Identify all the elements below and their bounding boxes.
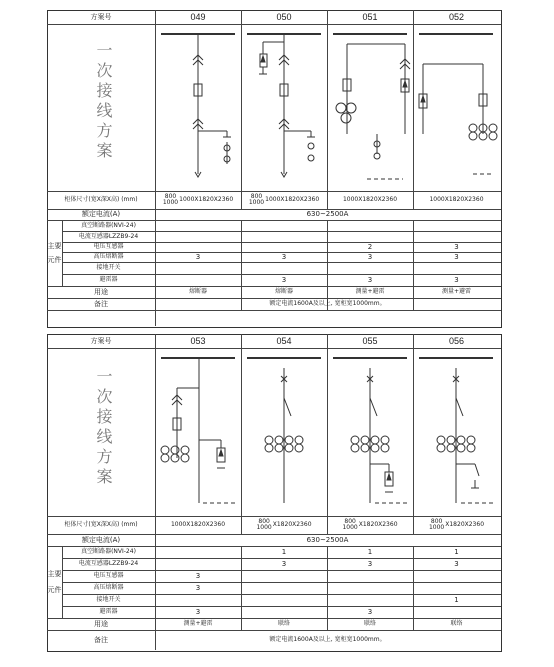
dims-frac-top: 800: [250, 193, 263, 200]
component-value: [327, 582, 413, 594]
usage-value: 熔断器: [188, 288, 207, 295]
scheme-number: 050: [276, 11, 292, 22]
component-value: [413, 582, 500, 594]
component-value: 3: [195, 252, 201, 261]
side-title: 一次接线方案: [94, 368, 113, 488]
dims-frac-bottom: 1000: [248, 199, 265, 206]
component-label: 接地开关: [96, 596, 121, 603]
note-label: 备注: [94, 299, 108, 308]
component-value: 3: [195, 571, 201, 580]
component-label: 真空断路器(NVI-24): [81, 548, 136, 555]
component-value: 1: [281, 547, 287, 556]
dims-value: X1820X2360: [445, 521, 485, 528]
dims-value: 1000X1820X2360: [170, 521, 226, 528]
component-value: 3: [195, 607, 201, 616]
component-value: [155, 262, 241, 274]
component-value: 3: [454, 252, 459, 261]
dims-value: X1820X2360: [272, 521, 312, 528]
component-value: [241, 594, 327, 606]
scheme-number: 054: [276, 335, 292, 346]
usage-value: 联络: [450, 620, 463, 627]
usage-value: 测量+避雷: [355, 288, 385, 295]
component-value: [155, 242, 241, 252]
divider: [47, 310, 501, 311]
dims-frac-bottom: 1000: [256, 524, 272, 531]
usage-value: 联络: [277, 620, 290, 627]
schematic-053: [155, 348, 241, 516]
schematic-054: [241, 348, 327, 516]
header-label: 方案号: [90, 336, 112, 345]
component-value: 3: [367, 559, 373, 568]
header-label: 方案号: [90, 12, 112, 21]
component-value: 3: [367, 607, 373, 616]
dims-cell: [413, 516, 500, 534]
dims-frac-bottom: 1000: [162, 199, 179, 206]
rated-current-value: 630~2500A: [306, 535, 349, 544]
component-value: [241, 220, 327, 231]
component-value: [241, 606, 327, 618]
usage-label: 用途: [94, 287, 108, 296]
dims-label: 柜体尺寸(宽X深X高) (mm): [64, 521, 138, 528]
dims-cell: [241, 191, 327, 209]
component-value: [241, 570, 327, 582]
component-value: [241, 262, 327, 274]
component-value: 3: [367, 252, 373, 261]
dims-value: X1820X2360: [358, 521, 398, 528]
scheme-number: 052: [448, 11, 465, 22]
component-label: 电流互感器LZZB9-24: [78, 560, 139, 567]
note-label: 备注: [94, 635, 108, 644]
component-label: 避雷器: [99, 608, 118, 615]
rated-current-label: 额定电流(A): [81, 210, 121, 218]
component-value: [155, 558, 241, 570]
dims-frac-bottom: 1000: [342, 524, 358, 531]
dims-value: 1000X1820X2360: [342, 196, 398, 203]
component-value: [327, 594, 413, 606]
component-value: [155, 594, 241, 606]
schematic-056: [413, 348, 500, 516]
dims-value: 1000X1820X2360: [265, 196, 320, 203]
component-value: [155, 546, 241, 558]
dims-frac-top: 800: [344, 518, 356, 525]
component-value: 3: [454, 242, 459, 251]
schematic-051: [327, 24, 413, 191]
component-value: [413, 570, 500, 582]
schematic-049: [155, 24, 241, 191]
component-label: 电压互感器: [93, 572, 124, 579]
side-title: 一次接线方案: [94, 42, 113, 162]
usage-label: 用途: [94, 619, 108, 628]
dims-label: 柜体尺寸(宽X深X高) (mm): [64, 196, 138, 203]
dims-frac-top: 800: [164, 193, 177, 200]
component-value: [241, 242, 327, 252]
schematic-050: [241, 24, 327, 191]
component-value: 3: [281, 559, 287, 568]
note-value: 额定电流1600A及以上, 宽柜宽1000mm。: [269, 636, 386, 643]
usage-value: 测量+避雷: [441, 288, 472, 295]
component-value: 3: [454, 559, 459, 568]
component-value: 1: [367, 547, 373, 556]
note-value: 额定电流1600A及以上, 宽柜宽1000mm。: [269, 300, 386, 307]
dims-cell: [155, 191, 241, 209]
dims-value: 1000X1820X2360: [429, 196, 484, 203]
component-value: [327, 262, 413, 274]
usage-value: 测量+避雷: [183, 620, 213, 627]
component-label: 避雷器: [99, 276, 118, 283]
component-value: [413, 231, 500, 242]
component-label: 电压互感器: [93, 243, 124, 250]
component-value: [155, 220, 241, 231]
rated-current-value: 630~2500A: [306, 210, 349, 218]
dims-frac-top: 800: [258, 518, 270, 525]
component-value: [413, 262, 500, 274]
schematic-052: [413, 24, 500, 191]
component-value: [241, 231, 327, 242]
scheme-number: 053: [190, 335, 206, 346]
component-value: [413, 606, 500, 618]
rated-current-label: 额定电流(A): [81, 535, 121, 544]
component-label: 高压熔断器: [93, 584, 124, 591]
usage-value: 熔断器: [274, 288, 293, 295]
component-value: 3: [281, 275, 287, 284]
component-label: 真空断路器(NVI-24): [81, 221, 136, 229]
dims-cell: [241, 516, 327, 534]
schematic-055: [327, 348, 413, 516]
scheme-number: 055: [362, 335, 378, 346]
component-value: [241, 582, 327, 594]
component-value: 3: [454, 275, 459, 284]
scheme-number: 051: [362, 11, 378, 22]
component-label: 高压熔断器: [93, 253, 124, 260]
component-label: 电流互感器LZZB9-24: [78, 232, 139, 240]
component-value: 3: [195, 583, 201, 592]
dims-frac-bottom: 1000: [428, 524, 445, 531]
component-label: 接地开关: [96, 264, 121, 271]
component-value: 1: [454, 595, 459, 604]
main-group-label: 主要元件: [47, 570, 62, 594]
component-value: 3: [367, 275, 373, 284]
component-value: 3: [281, 252, 287, 261]
main-group-label: 主要元件: [47, 242, 62, 264]
dims-value: 1000X1820X2360: [179, 196, 234, 203]
scheme-number: 056: [448, 335, 465, 346]
component-value: 1: [454, 547, 459, 556]
dims-cell: [327, 516, 413, 534]
component-value: [413, 220, 500, 231]
component-value: [155, 274, 241, 286]
scheme-number: 049: [190, 11, 206, 22]
component-value: [327, 570, 413, 582]
dims-frac-top: 800: [430, 518, 443, 525]
component-value: [155, 231, 241, 242]
component-value: [327, 220, 413, 231]
usage-value: 联络: [363, 620, 376, 627]
component-value: 2: [367, 242, 373, 251]
component-value: [327, 231, 413, 242]
